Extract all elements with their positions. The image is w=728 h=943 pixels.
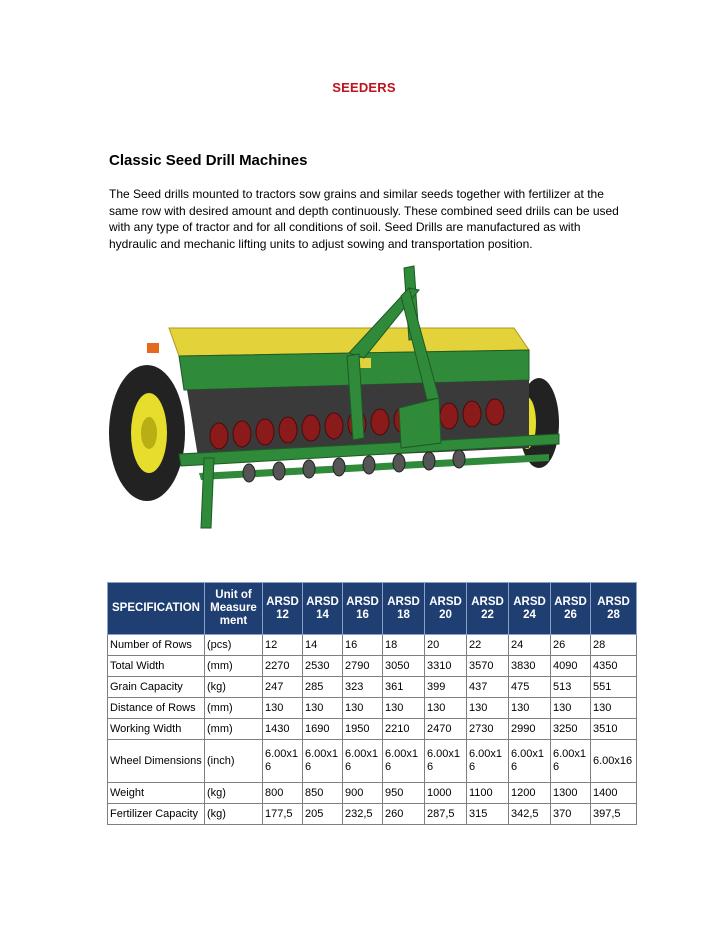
- section-title: Classic Seed Drill Machines: [109, 152, 308, 169]
- table-cell: 6.00x16: [425, 740, 467, 783]
- table-cell: 2270: [263, 656, 303, 677]
- table-cell: 2210: [383, 719, 425, 740]
- table-cell: 370: [551, 804, 591, 825]
- table-cell: 2730: [467, 719, 509, 740]
- table-cell: 130: [509, 698, 551, 719]
- table-cell: (mm): [205, 719, 263, 740]
- table-cell: 287,5: [425, 804, 467, 825]
- table-cell: 205: [303, 804, 343, 825]
- table-cell: 900: [343, 783, 383, 804]
- table-cell: 6.00x16: [551, 740, 591, 783]
- table-cell: 232,5: [343, 804, 383, 825]
- table-cell: 6.00x16: [263, 740, 303, 783]
- table-cell: 3570: [467, 656, 509, 677]
- table-cell: 6.00x16: [383, 740, 425, 783]
- table-row: [108, 656, 637, 677]
- table-cell: Number of Rows: [108, 635, 205, 656]
- table-cell: (pcs): [205, 635, 263, 656]
- header-cell: ARSD 24: [509, 583, 551, 635]
- table-cell: (kg): [205, 804, 263, 825]
- table-cell: 361: [383, 677, 425, 698]
- table-cell: (kg): [205, 677, 263, 698]
- table-cell: 342,5: [509, 804, 551, 825]
- table-cell: 1200: [509, 783, 551, 804]
- table-cell: 800: [263, 783, 303, 804]
- table-cell: 6.00x16: [591, 740, 637, 783]
- table-cell: 3050: [383, 656, 425, 677]
- table-cell: Fertilizer Capacity: [108, 804, 205, 825]
- table-cell: 2530: [303, 656, 343, 677]
- table-cell: 130: [551, 698, 591, 719]
- table-cell: 130: [383, 698, 425, 719]
- table-row: [108, 783, 637, 804]
- table-cell: 247: [263, 677, 303, 698]
- table-row: [108, 719, 637, 740]
- table-cell: 28: [591, 635, 637, 656]
- table-cell: 285: [303, 677, 343, 698]
- header-cell: ARSD 22: [467, 583, 509, 635]
- table-cell: 1400: [591, 783, 637, 804]
- table-cell: 26: [551, 635, 591, 656]
- table-cell: Grain Capacity: [108, 677, 205, 698]
- table-cell: 3250: [551, 719, 591, 740]
- table-cell: 850: [303, 783, 343, 804]
- table-cell: 6.00x16: [467, 740, 509, 783]
- table-cell: 4350: [591, 656, 637, 677]
- table-cell: 2470: [425, 719, 467, 740]
- table-cell: 437: [467, 677, 509, 698]
- table-cell: 397,5: [591, 804, 637, 825]
- table-cell: 22: [467, 635, 509, 656]
- table-cell: 399: [425, 677, 467, 698]
- header-cell: ARSD 12: [263, 583, 303, 635]
- table-cell: Total Width: [108, 656, 205, 677]
- table-cell: 130: [591, 698, 637, 719]
- table-cell: (inch): [205, 740, 263, 783]
- table-cell: 513: [551, 677, 591, 698]
- table-cell: 2790: [343, 656, 383, 677]
- table-header-row: [108, 583, 637, 635]
- table-cell: 177,5: [263, 804, 303, 825]
- table-cell: 6.00x16: [343, 740, 383, 783]
- table-cell: 6.00x16: [303, 740, 343, 783]
- table-cell: 3830: [509, 656, 551, 677]
- table-cell: (mm): [205, 698, 263, 719]
- table-cell: 20: [425, 635, 467, 656]
- header-cell: ARSD 16: [343, 583, 383, 635]
- header-cell: ARSD 20: [425, 583, 467, 635]
- table-cell: 475: [509, 677, 551, 698]
- table-cell: 1100: [467, 783, 509, 804]
- table-cell: 3310: [425, 656, 467, 677]
- intro-paragraph: The Seed drills mounted to tractors sow grains and similar seeds together with fertilizer at the same row with desired amount and depth continuously. These combined seed driils can be used with any type of tractor and for all conditions of soil. Seed Drills are manufactured as with hydraulic and mechanic lifting units to adjust sowing and transportation position.: [109, 187, 619, 251]
- table-cell: 6.00x16: [509, 740, 551, 783]
- table-cell: 12: [263, 635, 303, 656]
- table-cell: 1300: [551, 783, 591, 804]
- table-cell: (mm): [205, 656, 263, 677]
- table-cell: Weight: [108, 783, 205, 804]
- table-cell: Distance of Rows: [108, 698, 205, 719]
- seed-drill-photo: [109, 258, 564, 546]
- table-cell: 130: [343, 698, 383, 719]
- table-cell: Wheel Dimensions: [108, 740, 205, 783]
- table-cell: 130: [425, 698, 467, 719]
- table-cell: 3510: [591, 719, 637, 740]
- table-cell: (kg): [205, 783, 263, 804]
- table-row: [108, 635, 637, 656]
- specification-table-container: [107, 582, 637, 825]
- table-cell: 4090: [551, 656, 591, 677]
- table-cell: 130: [467, 698, 509, 719]
- table-cell: 14: [303, 635, 343, 656]
- header-cell: Unit of Measure ment: [205, 583, 263, 635]
- table-row: [108, 804, 637, 825]
- table-cell: 1690: [303, 719, 343, 740]
- table-cell: 551: [591, 677, 637, 698]
- table-cell: 130: [263, 698, 303, 719]
- table-cell: 260: [383, 804, 425, 825]
- header-cell: SPECIFICATION: [108, 583, 205, 635]
- table-row: [108, 740, 637, 783]
- header-cell: ARSD 28: [591, 583, 637, 635]
- header-cell: ARSD 14: [303, 583, 343, 635]
- table-cell: 323: [343, 677, 383, 698]
- table-cell: 18: [383, 635, 425, 656]
- page-title: SEEDERS: [332, 80, 396, 95]
- table-cell: 16: [343, 635, 383, 656]
- header-cell: ARSD 18: [383, 583, 425, 635]
- table-cell: 2990: [509, 719, 551, 740]
- table-row: [108, 698, 637, 719]
- header-cell: ARSD 26: [551, 583, 591, 635]
- table-cell: 950: [383, 783, 425, 804]
- table-cell: 315: [467, 804, 509, 825]
- table-cell: 1000: [425, 783, 467, 804]
- table-row: [108, 677, 637, 698]
- specification-table: [107, 582, 637, 825]
- table-cell: 1950: [343, 719, 383, 740]
- table-cell: 130: [303, 698, 343, 719]
- table-cell: 1430: [263, 719, 303, 740]
- table-cell: 24: [509, 635, 551, 656]
- table-cell: Working Width: [108, 719, 205, 740]
